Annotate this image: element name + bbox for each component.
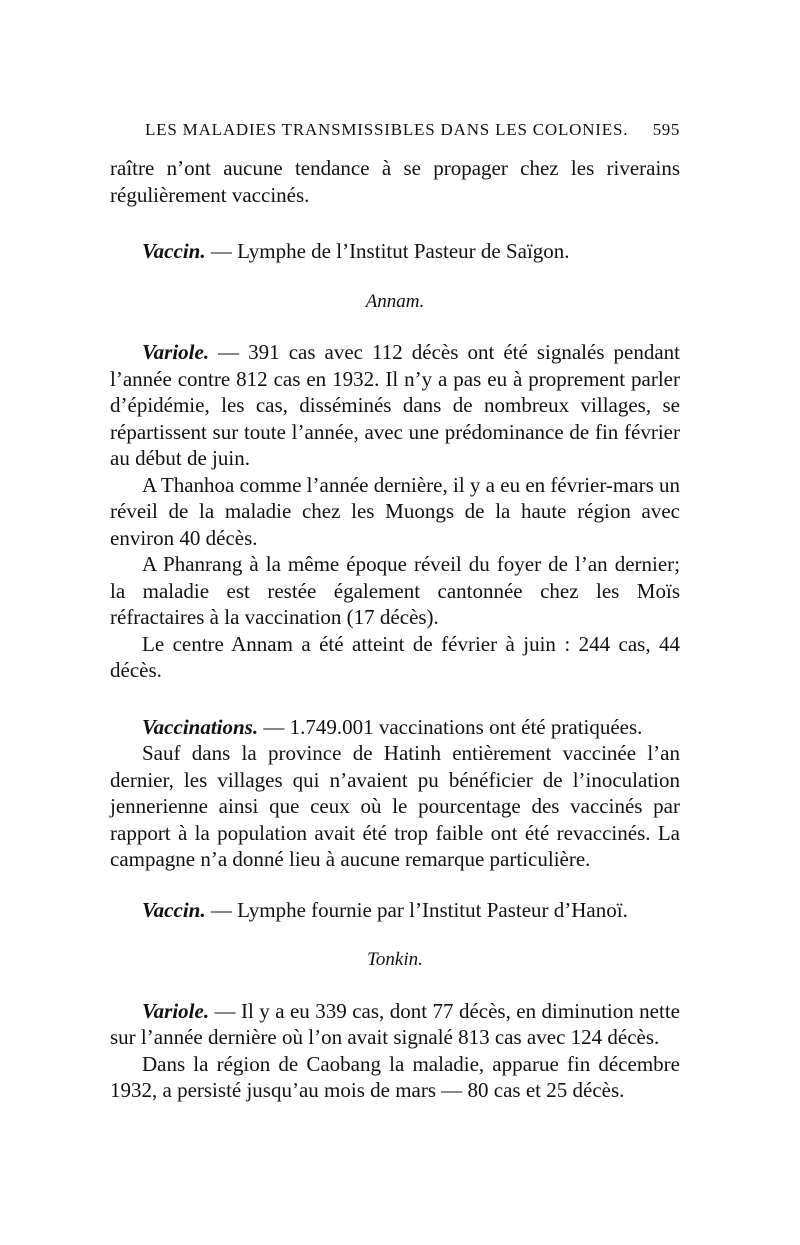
paragraph-variole-annam: Variole. — 391 cas avec 112 décès ont été signalés pendant l’année contre 812 cas en 1932. Il n’y a pas eu à proprement parler d’épidémie, les cas, disséminés dans de nombreux villages, se répartissent sur toute l’année, avec une prédominance de fin février au début de juin. [110, 340, 680, 470]
section-title-tonkin: Tonkin. [367, 949, 423, 970]
paragraph-lead: Vaccin. [142, 897, 206, 922]
paragraph-hatinh: Sauf dans la province de Hatinh entièrement vaccinée l’an dernier, les villages qui n’avaient pu bénéficier de l’inoculation jennerienne ainsi que ceux où le pourcentage des vaccinés par rapport à la population avait été trop faible ont été revaccinés. La campagne n’a donné lieu à aucune remarque particulière. [110, 741, 680, 871]
paragraph-caobang: Dans la région de Caobang la maladie, apparue fin décembre 1932, a persisté jusqu’au mois de mars — 80 cas et 25 décès. [110, 1051, 680, 1102]
page-number: 595 [652, 120, 680, 139]
paragraph-variole-tonkin: Variole. — Il y a eu 339 cas, dont 77 décès, en diminution nette sur l’année dernière où l’on avait signalé 813 cas avec 124 décès. [110, 998, 680, 1049]
page-body [110, 155, 680, 1104]
paragraph-phanrang: A Phanrang à la même époque réveil du foyer de l’an dernier; la maladie est restée également cantonnée chez les Moïs réfractaires à la vaccination (17 décès). [110, 552, 680, 629]
paragraph-lead: Variole. [142, 340, 210, 364]
paragraph-vaccin-saigon: Vaccin. — Lymphe de l’Institut Pasteur de Saïgon. [142, 239, 570, 263]
paragraph-centre-annam: Le centre Annam a été atteint de février à juin : 244 cas, 44 décès. [110, 631, 680, 682]
section-title-annam: Annam. [365, 290, 425, 312]
paragraph-lead: Variole. [142, 998, 210, 1023]
page-header [145, 120, 680, 140]
paragraph-vaccin-hanoi: Vaccin. — Lymphe fournie par l’Institut Pasteur d’Hanoï. [142, 897, 628, 922]
paragraph-continuation: raître n’ont aucune tendance à se propager chez les riverains régulièrement vaccinés. [110, 156, 680, 207]
paragraph-vaccinations: Vaccinations. — 1.749.001 vaccinations ont été pratiquées. [142, 714, 643, 739]
paragraph-thanhoa: A Thanhoa comme l’année dernière, il y a eu en février-mars un réveil de la maladie chez les Muongs de la haute région avec environ 40 décès. [110, 472, 680, 550]
running-title: LES MALADIES TRANSMISSIBLES DANS LES COLONIES. [145, 120, 629, 139]
paragraph-lead: Vaccin. [142, 239, 206, 263]
paragraph-lead: Vaccinations. [142, 714, 259, 739]
